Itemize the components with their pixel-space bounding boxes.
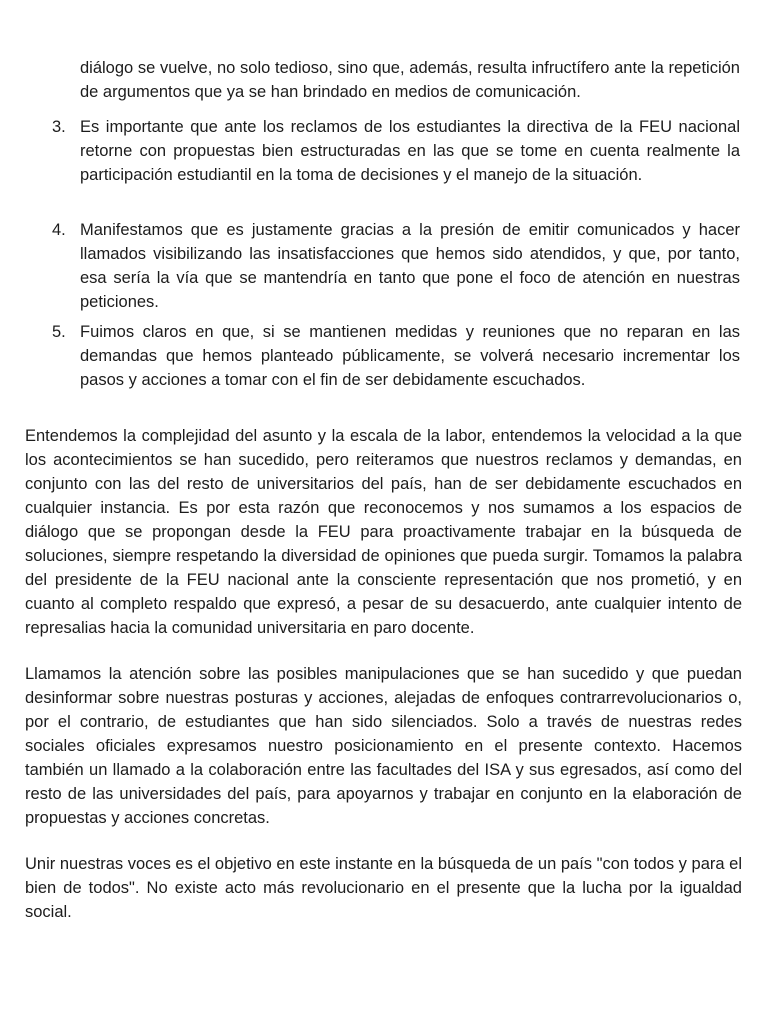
list-number: 5.	[52, 323, 66, 341]
body-paragraph: Unir nuestras voces es el objetivo en este instante en la búsqueda de un país "con todos y para el bien de todos". No existe acto más revolucionario en el presente que la lucha por la igualdad social.	[25, 855, 742, 921]
list-item-text: Es importante que ante los reclamos de los estudiantes la directiva de la FEU nacional retorne con propuestas bien estructuradas en las que se tome en cuenta realmente la participación estudiantil en la toma de decisiones y el manejo de la situación.	[80, 118, 740, 184]
body-paragraph: Entendemos la complejidad del asunto y la escala de la labor, entendemos la velocidad a la que los acontecimientos se han sucedido, pero reiteramos que nuestros reclamos y demandas, en conjunto con las del resto de universitarios del país, han de ser debidamente escuchados en cualquier instancia. Es por esta razón que reconocemos y nos sumamos a los espacios de diálogo que se propongan desde la FEU para proactivamente trabajar en la búsqueda de soluciones, siempre respetando la diversidad de opiniones que pueda surgir. Tomamos la palabra del presidente de la FEU nacional ante la consciente representación que nos prometió, y en cuanto al completo respaldo que expresó, a pesar de su desacuerdo, ante cualquier intento de represalias hacia la comunidad universitaria en paro docente.	[25, 427, 742, 637]
list-item-text: Manifestamos que es justamente gracias a la presión de emitir comunicados y hacer llamados visibilizando las insatisfacciones que hemos sido atendidos, y que, por tanto, esa sería la vía que se mantendría en tanto que pone el foco de atención en nuestras peticiones.	[80, 221, 740, 311]
continued-list-fragment: diálogo se vuelve, no solo tedioso, sino que, además, resulta infructífero ante la repetición de argumentos que ya se han brindado en medios de comunicación.	[80, 59, 740, 101]
list-number: 4.	[52, 221, 66, 239]
list-number: 3.	[52, 118, 66, 136]
body-paragraph: Llamamos la atención sobre las posibles manipulaciones que se han sucedido y que puedan desinformar sobre nuestras posturas y acciones, alejadas de enfoques contrarrevolucionarios o, por el contrario, de estudiantes que han sido silenciados. Solo a través de nuestras redes sociales oficiales expresamos nuestro posicionamiento en el presente contexto. Hacemos también un llamado a la colaboración entre las facultades del ISA y sus egresados, así como del resto de las universidades del país, para apoyarnos y trabajar en conjunto en la elaboración de propuestas y acciones concretas.	[25, 665, 742, 827]
list-item-text: Fuimos claros en que, si se mantienen medidas y reuniones que no reparan en las demandas que hemos planteado públicamente, se volverá necesario incrementar los pasos y acciones a tomar con el fin de ser debidamente escuchados.	[80, 323, 740, 389]
